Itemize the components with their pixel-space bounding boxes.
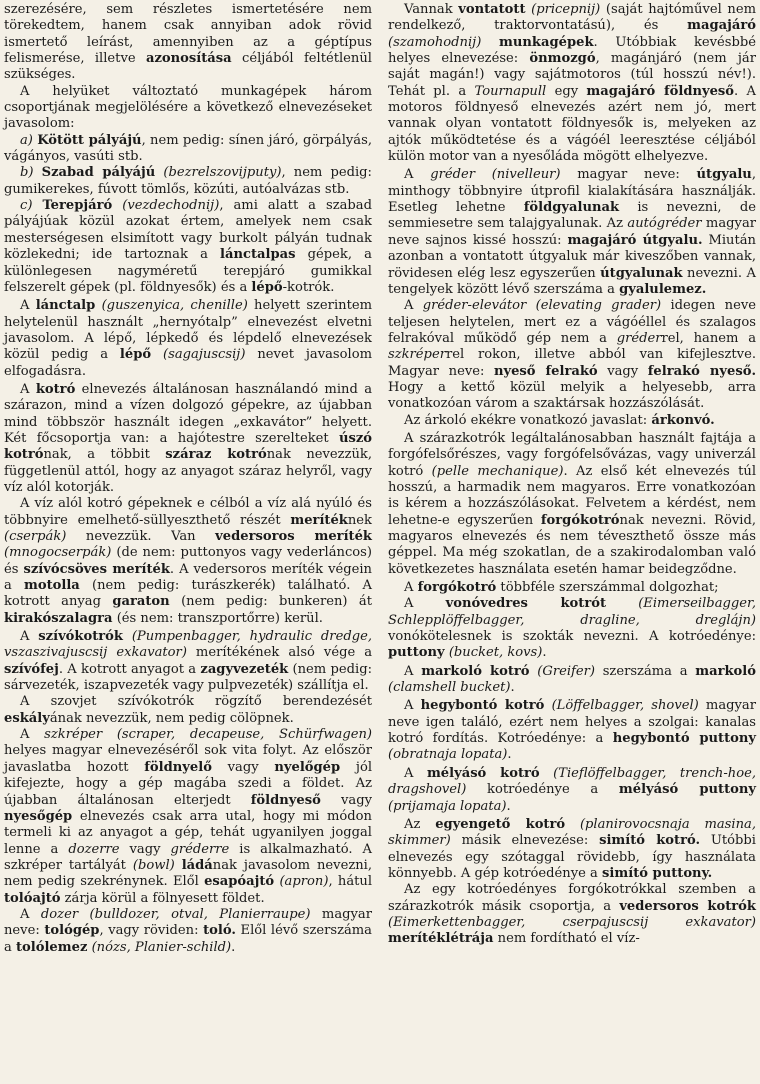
- paragraph: A gréder (nivelleur) magyar neve: útgyalu, minthogy többnyire útprofil kialakítására használják. Esetleg lehetne földgyalunak is nevezni, de semmiesetre sem talajgyalunak. Az autógréder magyar neve sajnos kissé hosszú: magajáró útgyalu. Miután azonban a vontatott útgyaluk már kiveszőben vannak, rövidesen elég lesz egyszerűen útgyalunak nevezni. A tengelyek között lévő szerszáma a gyalulemez.: [388, 167, 757, 297]
- paragraph: b) Szabad pályájú (bezrelszovijputy), nem pedig: gumikerekes, fúvott tömlős, közúti, autóalvázas stb.: [4, 165, 372, 197]
- paragraph: A lánctalp (guszenyica, chenille) helyett szerintem helytelenül használt „hernyótalp” elnevezést elvetni javasolom. A lépő, lépkedő és lépdelő elnevezések közül pedig a lépő (sagajuscsij) nevet javasolom elfogadásra.: [4, 298, 373, 379]
- paragraph: c) Terepjáró (vezdechodnij), ami alatt a szabad pályájúak közül azokat értem, amelyek nem csak mesterségesen elsimított vagy burkolt pályán tudnak közlekedni; ide tartoznak a lánctalpas gépek, a különlegesen nagyméretű terepjáró gumikkal felszerelt gépek (pl. földnyesők) és a lépő-kotrók.: [4, 198, 372, 295]
- paragraph: A szovjet szívókotrók rögzítő berendezését eskályának nevezzük, nem pedig cölöpnek.: [4, 694, 372, 726]
- paragraph: Az egy kotróedényes forgókotrókkal szemben a szárazkotrók másik csoportja, a vedersoros kotrók (Eimerkettenbagger, cserpajuscsij exkavator) merítéklétrája nem fordítható el víz-: [388, 882, 756, 947]
- paragraph: A hegybontó kotró (Löffelbagger, shovel) magyar neve igen találó, ezért nem helyes a szolgai: kanalas kotró fordítás. Kotróedénye: a hegybontó puttony (obratnaja lopata).: [388, 698, 756, 763]
- paragraph: A kotró elnevezés általánosan használandó mind a szárazon, mind a vízen dolgozó gépekre, az újabban mind többször használt idegen „exkavátor” helyett. Két főcsoportja van: a hajótestre szerelteket úszó kotrónak, a többit száraz kotrónak nevezzük, függetlenül attól, hogy az anyagot száraz helyről, vagy víz alól kotorják.: [4, 381, 372, 495]
- paragraph: A szívókotrók (Pumpenbagger, hydraulic dredge, vszaszivajuscsij exkavator) merítékének alsó vége a szívófej. A kotrott anyagot a zagyvezeték (nem pedig: sárvezeték, iszapvezeték vagy pulpvezeték) szállítja el.: [4, 629, 372, 694]
- paragraph: Az árkoló ekékre vonatkozó javaslat: árkonvó.: [404, 412, 715, 428]
- paragraph: A vonóvedres kotrót (Eimerseilbagger, Schlepplöffelbagger, dragline, dreglájn) vonókötelesnek is szokták nevezni. A kotróedénye: puttony (bucket, kovs).: [388, 596, 756, 661]
- paragraph: Az egyengető kotró (planirovocsnaja masina, skimmer) másik elnevezése: simító kotró. Utóbbi elnevezés egy szótaggal rövidebb, így használata könnyebb. A gép kotróedénye a simító puttony.: [388, 816, 756, 881]
- paragraph: A víz alól kotró gépeknek e célból a víz alá nyúló és többnyire emelhető-süllyeszthető részét merítéknek (cserpák) nevezzük. Van vedersoros meríték (mnogocserpák) (de nem: puttonyos vagy vederláncos) és szívócsöves meríték. A vedersoros meríték végein a motolla (nem pedig: turászkerék) található. A kotrott anyag garaton (nem pedig: bunkeren) át kirakószalagra (és nem: transzportőrre) kerül.: [4, 496, 373, 626]
- paragraph: A helyüket változtató munkagépek három csoportjának megjelölésére a következő elnevezéseket javasolom:: [4, 83, 372, 132]
- paragraph: A szkréper (scraper, decapeuse, Schürfwagen) helyes magyar elnevezéséről sok vita folyt. Az először javaslatba hozott földnyelő vagy nyelőgép jól kifejezte, hogy a gép magába szedi a földet. Az újabban általánosan elterjedt földnyeső vagy nyesőgép elnevezés csak arra utal, hogy mi módon termeli ki az anyagot a gép, tehát ugyanilyen joggal lenne a dozerre vagy gréderre is alkalmazható. A szkréper tartályát (bowl) ládának javasolom nevezni, nem pedig szekrénynek. Elől esapóajtó (apron), hátul tolóajtó zárja körül a fölnyesett földet.: [4, 727, 373, 906]
- right-column: [388, 2, 756, 948]
- paragraph: A forgókotró többféle szerszámmal dolgozhat;: [404, 580, 719, 596]
- paragraph: A markoló kotró (Greifer) szerszáma a markoló (clamshell bucket).: [388, 663, 756, 696]
- paragraph: A gréder-elevátor (elevating grader) idegen neve teljesen helytelen, mert ez a vágóéllel és szalagos felrakóval működő gép nem a gréderrel, hanem a szkréperrel rokon, illetve abból van kifejlesztve. Magyar neve: nyeső felrakó vagy felrakó nyeső. Hogy a kettő közül melyik a helyesebb, arra vonatkozóan várom a szaktársak hozzászólását.: [388, 298, 757, 412]
- paragraph: szerezésére, sem részletes ismertetésére nem törekedtem, hanem csak annyiban adok rövid ismertető leírást, amennyiben az a géptípus felismerése, illetve azonosítása céljából feltétlenül szükséges.: [4, 2, 372, 83]
- paragraph: a) Kötött pályájú, nem pedig: sínen járó, görpályás, vágányos, vasúti stb.: [4, 132, 372, 165]
- paragraph: A szárazkotrók legáltalánosabban használt fajtája a forgófelsőrészes, vagy forgófelsővázas, vagy univerzál kotró (pelle mechanique). Az első két elnevezés túl hosszú, a harmadik nem magyaros. Erre vonatkozóan is kérem a hozzászólásokat. Felvetem a kérdést, nem lehetne-e egyszerűen forgókotrónak nevezni. Rövid, magyaros elnevezés és nem téveszthető össze más géppel. Ma még szokatlan, de a szakirodalomban való következetes használata esetén hamar beidegződne.: [388, 430, 757, 577]
- paragraph: A mélyásó kotró (Tieflöffelbagger, trench-hoe, dragshovel) kotróedénye a mélyásó puttony (prijamaja lopata).: [388, 765, 757, 814]
- paragraph: Vannak vontatott (pricepnij) (saját hajtóművel nem rendelkező, traktorvontatású), és magajáró (szamohodnij) munkagépek. Utóbbiak kevésbbé helyes elnevezése: önmozgó, magánjáró (nem jár saját magán!) vagy sajátmotoros (túl hosszú név!). Tehát pl. a Tournapull egy magajáró földnyeső. A motoros földnyeső elnevezés azért nem jó, mert vannak olyan vontatott földnyesők is, melyeken az ajtók működtetése és a vágóél leeresztése céljából külön motor van a nyesőláda mögött elhelyezve.: [388, 2, 757, 165]
- paragraph: A dozer (bulldozer, otval, Planierraupe) magyar neve: tológép, vagy röviden: toló. Elől lévő szerszáma a tolólemez (nózs, Planier-schild).: [4, 906, 372, 955]
- left-column: [4, 2, 372, 956]
